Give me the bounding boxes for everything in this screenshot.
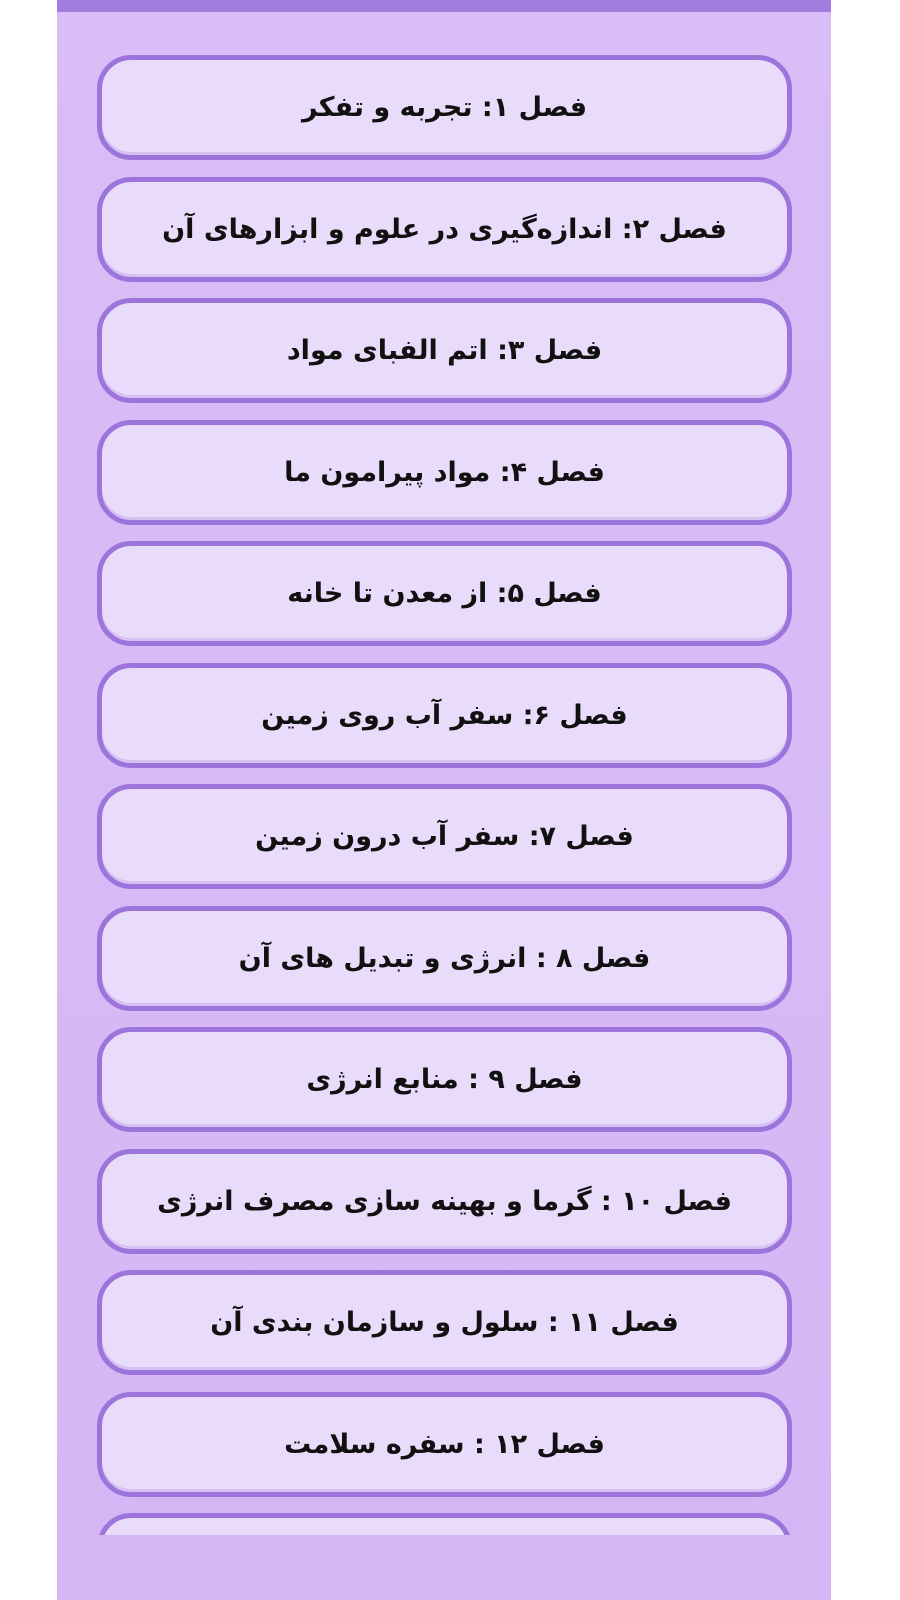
chapter-button-10[interactable] — [97, 1149, 792, 1254]
chapter-label: فصل ۱۰ : گرما و بهینه سازی مصرف انرژی — [157, 1185, 732, 1217]
chapter-button-4[interactable] — [97, 420, 792, 525]
chapter-button-partial[interactable] — [97, 1513, 792, 1535]
chapter-label: فصل ۳: اتم الفبای مواد — [286, 335, 603, 366]
chapter-label: فصل ۹ : منابع انرژی — [306, 1064, 583, 1095]
chapter-list[interactable] — [97, 55, 792, 1535]
chapter-label: فصل ۵: از معدن تا خانه — [287, 578, 602, 609]
chapter-label: فصل ۱۱ : سلول و سازمان بندی آن — [210, 1307, 679, 1338]
chapter-label: فصل ۷: سفر آب درون زمین — [255, 821, 634, 852]
app-screen — [57, 0, 831, 1600]
chapter-button-5[interactable] — [97, 541, 792, 646]
chapter-label: فصل ۲: اندازه‌گیری در علوم و ابزارهای آن — [162, 213, 727, 245]
chapter-button-11[interactable] — [97, 1270, 792, 1375]
chapter-button-12[interactable] — [97, 1392, 792, 1497]
chapter-label: فصل ۶: سفر آب روی زمین — [261, 699, 628, 731]
chapter-button-7[interactable] — [97, 784, 792, 889]
chapter-label: فصل ۴: مواد پیرامون ما — [284, 456, 605, 488]
chapter-button-8[interactable] — [97, 906, 792, 1011]
chapter-label: فصل ۱۲ : سفره سلامت — [284, 1428, 605, 1460]
chapter-button-1[interactable] — [97, 55, 792, 160]
chapter-button-6[interactable] — [97, 663, 792, 768]
chapter-button-3[interactable] — [97, 298, 792, 403]
chapter-button-9[interactable] — [97, 1027, 792, 1132]
top-bar — [57, 0, 831, 12]
chapter-label: فصل ۸ : انرژی و تبدیل های آن — [238, 942, 651, 974]
chapter-button-2[interactable] — [97, 177, 792, 282]
chapter-label: فصل ۱: تجربه و تفکر — [301, 92, 588, 123]
